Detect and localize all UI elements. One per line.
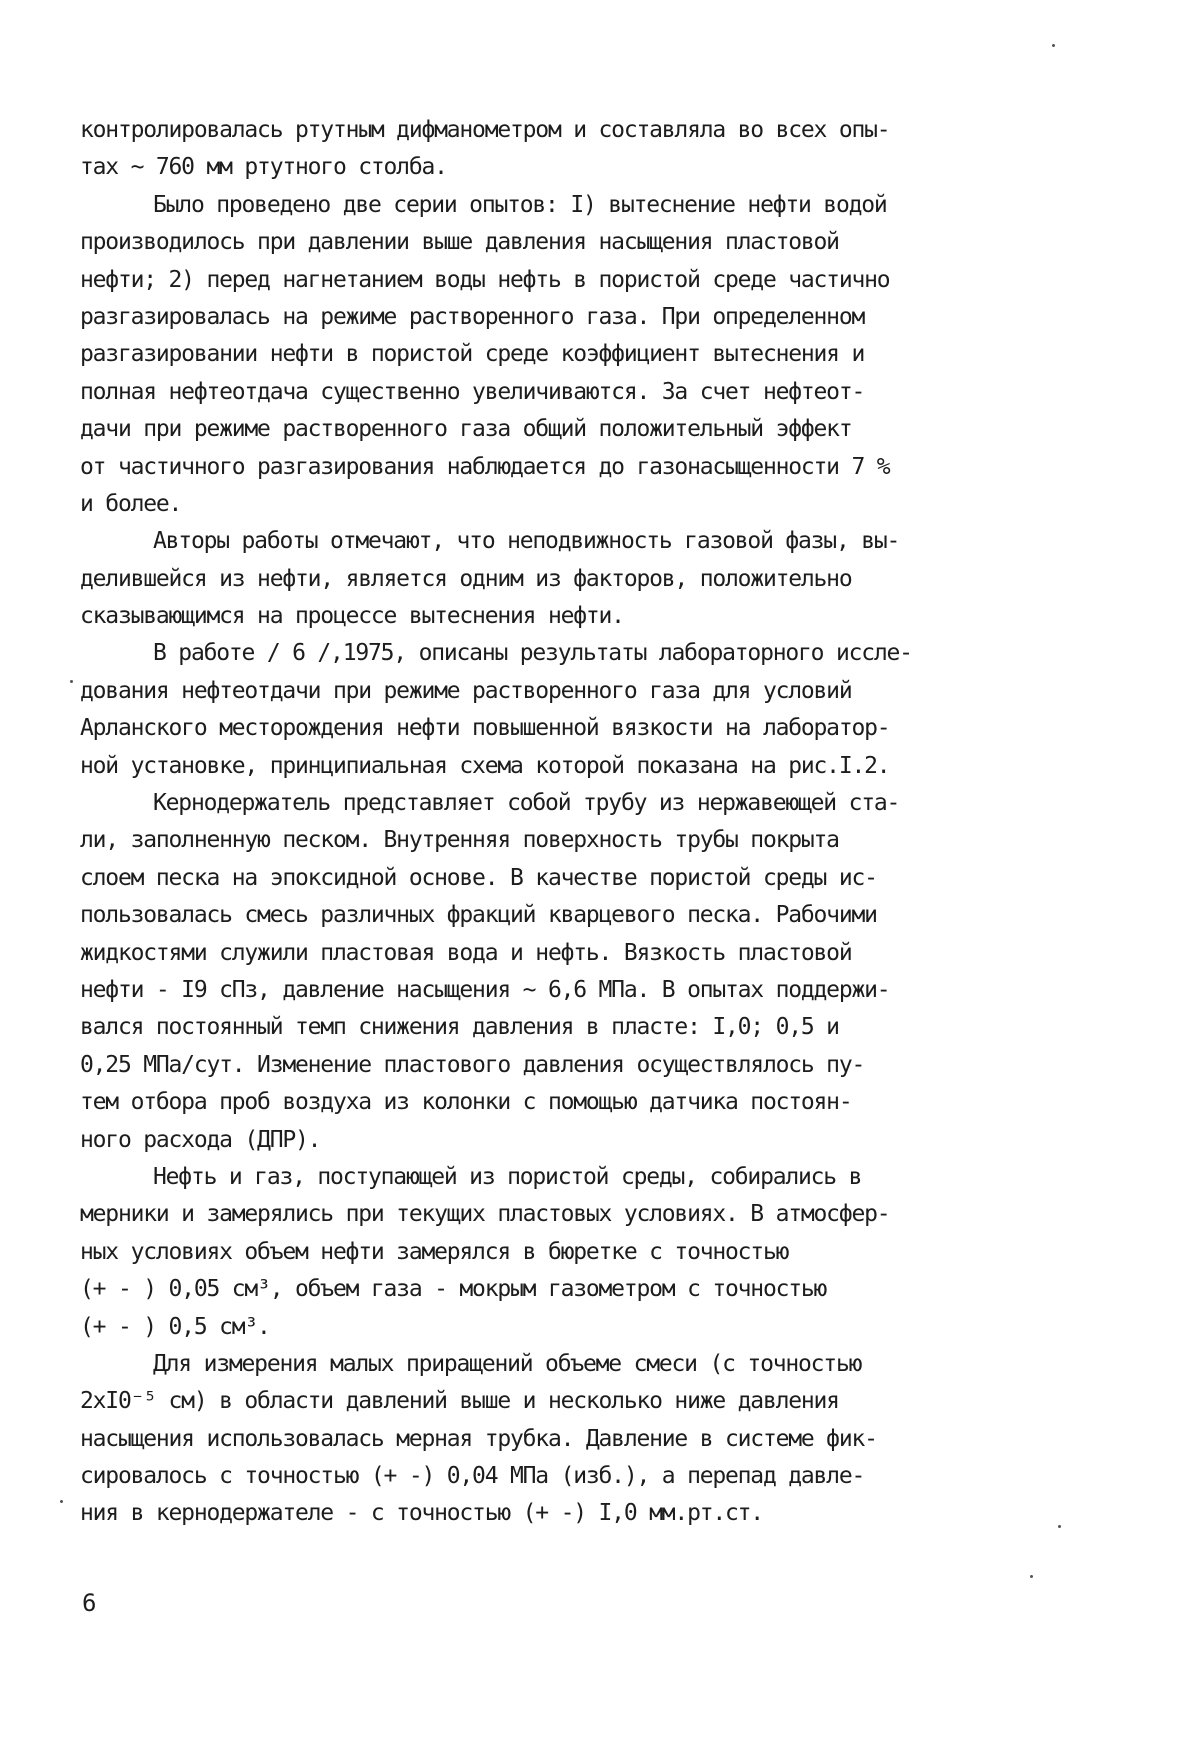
document-body xyxy=(80,112,1060,1533)
text-line: производилось при давлении выше давления насыщения пластовой xyxy=(80,229,839,256)
text-line: контролировалась ртутным дифманометром и составляла во всех опы- xyxy=(80,117,890,143)
text-line: Авторы работы отмечают, что неподвижность газовой фазы, вы- xyxy=(153,528,900,555)
text-line: ных условиях объем нефти замерялся в бюретке с точностью xyxy=(80,1238,789,1265)
text-line: ного расхода (ДПР). xyxy=(80,1126,321,1153)
text-line: слоем песка на эпоксидной основе. В качестве пористой среды ис- xyxy=(80,864,877,891)
text-line: Кернодержатель представляет собой трубу из нержавеющей ста- xyxy=(153,790,900,817)
text-line: мерники и замерялись при текущих пластовых условиях. В атмосфер- xyxy=(80,1201,890,1228)
text-line: 0,25 МПа/сут. Изменение пластового давления осуществлялось пу- xyxy=(80,1051,865,1078)
text-line: делившейся из нефти, является одним из факторов, положительно xyxy=(80,565,852,592)
text-line: (+ - ) 0,05 см³, объем газа - мокрым газометром с точностью xyxy=(80,1276,827,1303)
text-line: дачи при режиме растворенного газа общий положительный эффект xyxy=(80,416,852,443)
text-line: ли, заполненную песком. Внутренняя поверхность трубы покрыта xyxy=(80,827,839,854)
text-line: разгазировании нефти в пористой среде коэффициент вытеснения и xyxy=(80,341,865,368)
text-line: нефти; 2) перед нагнетанием воды нефть в пористой среде частично xyxy=(80,266,890,293)
text-line: и более. xyxy=(80,490,182,517)
text-line: (+ - ) 0,5 см³. xyxy=(80,1313,270,1340)
text-line: от частичного разгазирования наблюдается до газонасыщенности 7 % xyxy=(80,453,890,480)
scan-speck xyxy=(60,1500,63,1503)
text-line: жидкостями служили пластовая вода и нефть. Вязкость пластовой xyxy=(80,939,852,966)
text-line: дования нефтеотдачи при режиме растворенного газа для условий xyxy=(80,677,852,704)
text-line: полная нефтеотдача существенно увеличиваются. За счет нефтеот- xyxy=(80,378,865,405)
text-line: ния в кернодержателе - с точностью (+ -) I,0 мм.рт.ст. xyxy=(80,1500,763,1527)
text-line: В работе / 6 /,1975, описаны результаты лабораторного иссле- xyxy=(153,640,912,667)
scan-speck xyxy=(1058,1525,1061,1528)
text-line: ной установке, принципиальная схема которой показана на рис.I.2. xyxy=(80,752,890,779)
text-line: разгазировалась на режиме растворенного газа. При определенном xyxy=(80,303,865,330)
text-line: насыщения использовалась мерная трубка. Давление в системе фик- xyxy=(80,1425,877,1452)
page-number: 6 xyxy=(82,1589,97,1617)
text-line: Нефть и газ, поступающей из пористой среды, собирались в xyxy=(153,1163,862,1190)
text-line: пользовалась смесь различных фракций кварцевого песка. Рабочими xyxy=(80,902,877,929)
text-line: вался постоянный темп снижения давления в пласте: I,0; 0,5 и xyxy=(80,1014,839,1041)
text-line: 2хI0⁻⁵ см) в области давлений выше и несколько ниже давления xyxy=(80,1388,839,1415)
text-line: Для измерения малых приращений объеме смеси (с точностью xyxy=(153,1350,862,1377)
text-line: сировалось с точностью (+ -) 0,04 МПа (изб.), а перепад давле- xyxy=(80,1463,865,1490)
text-line: тах ~ 760 мм ртутного столба. xyxy=(80,154,447,181)
text-line: Арланского месторождения нефти повышенной вязкости на лаборатор- xyxy=(80,715,890,742)
text-line: нефти - I9 сПз, давление насыщения ~ 6,6 МПа. В опытах поддержи- xyxy=(80,976,890,1003)
scan-speck xyxy=(1052,44,1055,47)
scan-speck xyxy=(1030,1575,1033,1578)
text-line: Было проведено две серии опытов: I) вытеснение нефти водой xyxy=(153,191,887,218)
scan-speck xyxy=(70,680,73,683)
text-line: сказывающимся на процессе вытеснения нефти. xyxy=(80,603,624,630)
text-line: тем отбора проб воздуха из колонки с помощью датчика постоян- xyxy=(80,1089,852,1116)
